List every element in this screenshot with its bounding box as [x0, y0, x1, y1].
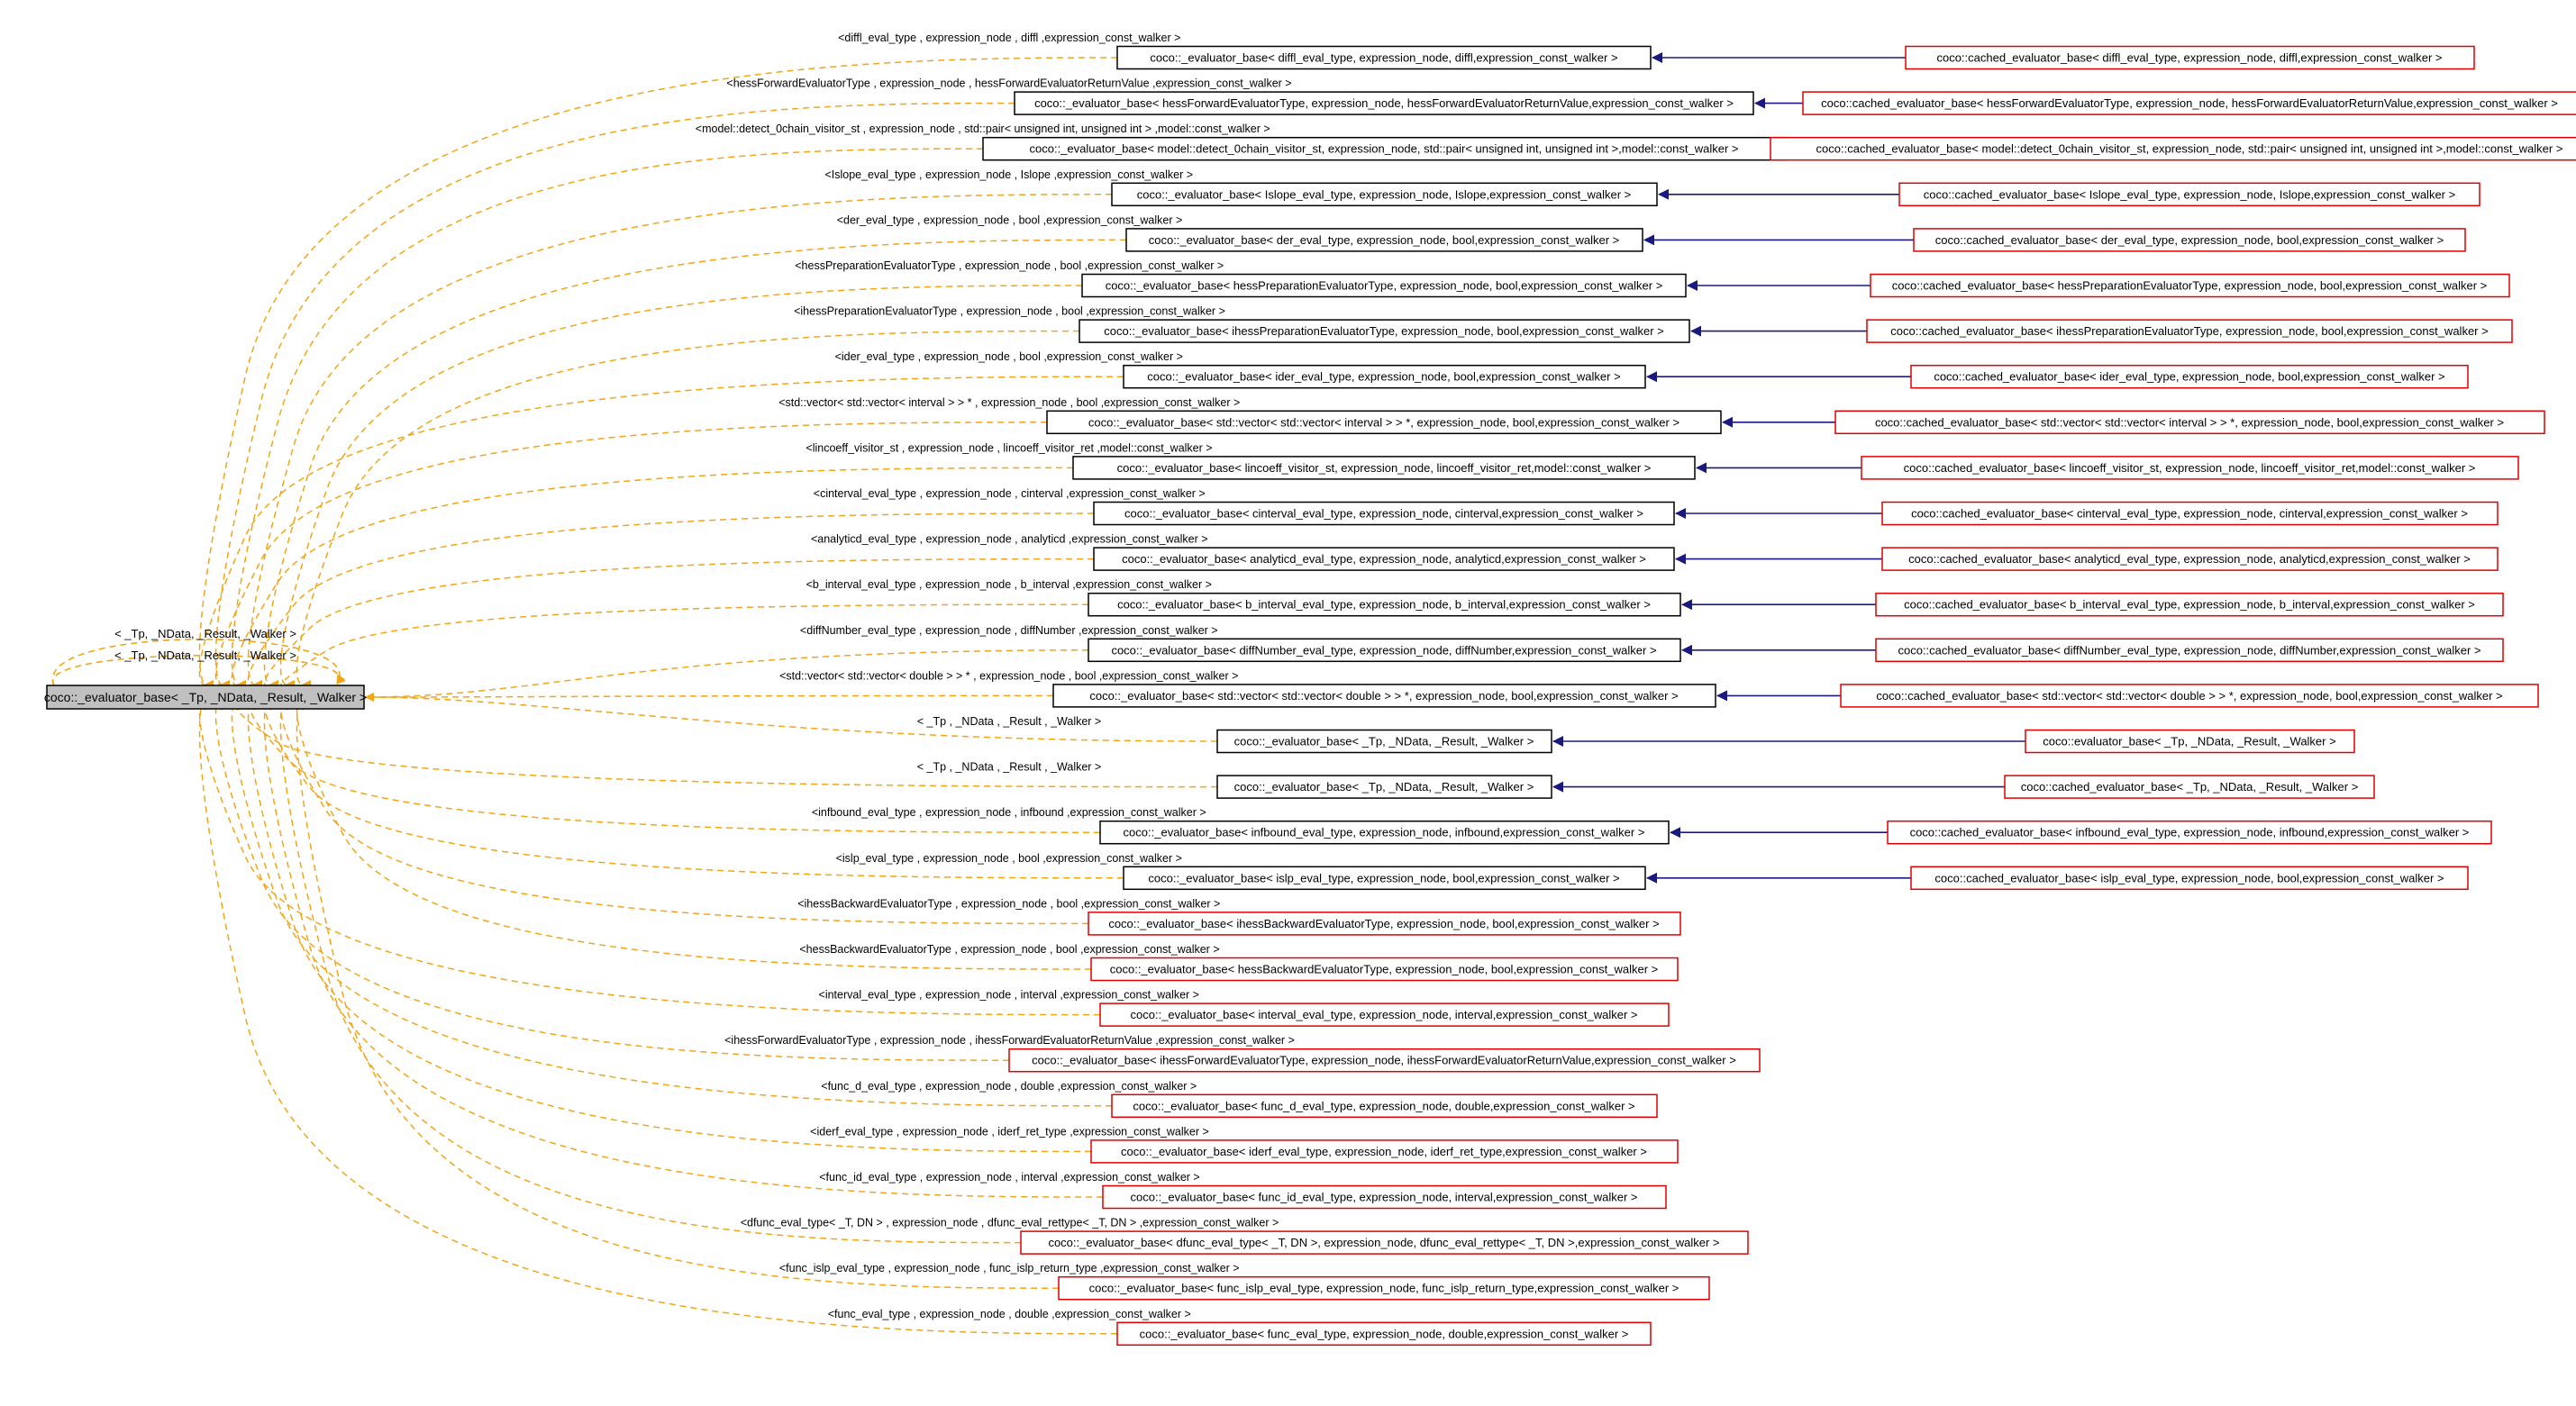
class-node[interactable] [1117, 1322, 1651, 1345]
class-label: coco::_evaluator_base< diffNumber_eval_type, expression_node, diffNumber,expression_const_walker > [1111, 643, 1657, 658]
class-label: coco::_evaluator_base< func_islp_eval_type, expression_node, func_islp_return_type,expression_const_walker > [1088, 1281, 1679, 1295]
class-node[interactable] [1112, 183, 1657, 205]
class-label: coco::_evaluator_base< model::detect_0chain_visitor_st, expression_node, std::pair< unsigned int, unsigned int >,model::const_walker > [1029, 141, 1739, 156]
template-argument-label: <iderf_eval_type , expression_node , iderf_ret_type ,expression_const_walker > [810, 1125, 1209, 1138]
template-argument-label: <ihessBackwardEvaluatorType , expression_node , bool ,expression_const_walker > [797, 897, 1221, 911]
class-label: coco::_evaluator_base< hessPreparationEvaluatorType, expression_node, bool,expression_const_walker > [1105, 278, 1663, 293]
class-node[interactable] [1103, 1186, 1666, 1209]
class-node[interactable] [1079, 320, 1689, 342]
class-label: coco::_evaluator_base< hessBackwardEvaluatorType, expression_node, bool,expression_const_walker > [1109, 962, 1659, 976]
class-label: coco::_evaluator_base< func_d_eval_type, expression_node, double,expression_const_walker > [1133, 1099, 1635, 1113]
template-argument-label: < _Tp , _NData , _Result , _Walker > [916, 715, 1102, 728]
derived-class-label: coco::cached_evaluator_base< diffl_eval_type, expression_node, diffl,expression_const_walker > [1936, 50, 2443, 65]
template-edge [232, 697, 1217, 787]
derived-class-node[interactable] [1899, 183, 2480, 205]
class-label: coco::_evaluator_base< ihessForwardEvaluatorType, expression_node, ihessForwardEvaluatorReturnValue,expression_const_walker > [1032, 1053, 1736, 1067]
template-edge [296, 699, 1091, 969]
class-node[interactable] [1091, 958, 1678, 981]
derived-class-label: coco::cached_evaluator_base< std::vector< std::vector< double > > *, expression_node, bool,expression_const_walker > [1876, 688, 2503, 703]
template-argument-label: <lincoeff_visitor_st , expression_node , lincoeff_visitor_ret ,model::const_walker > [806, 441, 1213, 455]
template-argument-label: < _Tp , _NData , _Result , _Walker > [916, 760, 1102, 774]
class-node[interactable] [1124, 366, 1645, 388]
template-argument-label: <func_islp_eval_type , expression_node , func_islp_return_type ,expression_const_walker > [778, 1262, 1240, 1275]
template-argument-label: <analyticd_eval_type , expression_node , analyticd ,expression_const_walker > [810, 532, 1208, 546]
derived-class-label: coco::evaluator_base< _Tp, _NData, _Result, _Walker > [2043, 734, 2336, 748]
template-edge [215, 104, 1015, 685]
template-argument-label: <ihessForwardEvaluatorType , expression_node , ihessForwardEvaluatorReturnValue ,expression_const_walker > [724, 1034, 1295, 1048]
derived-class-node[interactable] [1867, 320, 2512, 342]
template-argument-label: <islp_eval_type , expression_node , bool ,expression_const_walker > [835, 851, 1182, 865]
template-edge [215, 422, 1047, 685]
class-label: coco::_evaluator_base< infbound_eval_type, expression_node, infbound,expression_const_walker > [1123, 825, 1645, 839]
class-label: coco::_evaluator_base< func_id_eval_type, expression_node, interval,expression_const_walker > [1130, 1190, 1638, 1204]
class-label: coco::_evaluator_base< b_interval_eval_type, expression_node, b_interval,expression_const_walker > [1117, 597, 1651, 612]
derived-class-label: coco::cached_evaluator_base< hessForwardEvaluatorType, expression_node, hessForwardEvaluatorReturnValue,expression_const_walker > [1821, 96, 2558, 111]
class-node[interactable] [1100, 1003, 1669, 1026]
class-label: coco::_evaluator_base< cinterval_eval_type, expression_node, cinterval,expression_const_walker > [1124, 506, 1643, 521]
template-argument-label: <std::vector< std::vector< double > > * , expression_node , bool ,expression_const_walker > [779, 669, 1239, 683]
derived-class-label: coco::cached_evaluator_base< b_interval_eval_type, expression_node, b_interval,expression_const_walker > [1904, 597, 2475, 612]
derived-class-node[interactable] [1911, 866, 2468, 889]
template-argument-label: <func_id_eval_type , expression_node , interval ,expression_const_walker > [819, 1171, 1200, 1184]
class-label: coco::_evaluator_base< _Tp, _NData, _Result, _Walker > [1233, 780, 1534, 794]
template-edge [280, 701, 1021, 1242]
derived-class-node[interactable] [1882, 503, 2498, 525]
class-node[interactable] [1126, 229, 1643, 251]
class-node[interactable] [1124, 866, 1645, 889]
derived-class-node[interactable] [1876, 594, 2503, 616]
template-argument-label: <ihessPreparationEvaluatorType , expression_node , bool ,expression_const_walker > [794, 304, 1225, 318]
self-loop-label: < _Tp, _NData, _Result, _Walker > [114, 627, 296, 640]
self-loop-label: < _Tp, _NData, _Result, _Walker > [114, 649, 296, 662]
class-label: coco::_evaluator_base< islp_eval_type, expression_node, bool,expression_const_walker > [1148, 871, 1620, 885]
class-label: coco::_evaluator_base< diffl_eval_type, expression_node, diffl,expression_const_walker > [1150, 50, 1618, 65]
template-edge [366, 695, 1053, 697]
template-edge [215, 700, 1009, 1060]
class-node[interactable] [1100, 821, 1669, 844]
derived-class-label: coco::cached_evaluator_base< std::vector< std::vector< interval > > *, expression_node, bool,expression_const_walker > [1874, 415, 2505, 430]
derived-class-label: coco::cached_evaluator_base< ihessPreparationEvaluatorType, expression_node, bool,expression_const_walker > [1890, 324, 2489, 339]
class-node[interactable] [1117, 47, 1651, 69]
class-node[interactable] [1073, 457, 1695, 479]
class-node[interactable] [1094, 548, 1674, 570]
derived-class-node[interactable] [1770, 138, 2576, 160]
class-label: coco::_evaluator_base< der_eval_type, expression_node, bool,expression_const_walker > [1148, 232, 1620, 247]
derived-class-node[interactable] [1888, 821, 2491, 844]
derived-class-node[interactable] [1911, 366, 2468, 388]
template-argument-label: <ider_eval_type , expression_node , bool ,expression_const_walker > [834, 350, 1183, 364]
root-class-node[interactable] [44, 685, 367, 709]
class-label: coco::_evaluator_base< lincoeff_visitor_st, expression_node, lincoeff_visitor_ret,model::const_walker > [1116, 460, 1652, 475]
template-argument-label: <hessForwardEvaluatorType , expression_node , hessForwardEvaluatorReturnValue ,expression_const_walker > [726, 77, 1292, 90]
class-node[interactable] [1047, 411, 1721, 433]
derived-class-node[interactable] [1835, 411, 2544, 433]
derived-class-node[interactable] [1841, 685, 2538, 707]
class-node[interactable] [1112, 1094, 1657, 1117]
template-argument-label: <hessBackwardEvaluatorType , expression_node , bool ,expression_const_walker > [799, 943, 1220, 956]
class-label: coco::_evaluator_base< iderf_eval_type, expression_node, iderf_ret_type,expression_const_walker > [1121, 1144, 1647, 1158]
template-argument-label: <cinterval_eval_type , expression_node , cinterval ,expression_const_walker > [813, 487, 1206, 500]
derived-class-label: coco::cached_evaluator_base< der_eval_type, expression_node, bool,expression_const_walker > [1934, 232, 2444, 247]
class-label: coco::_evaluator_base< interval_eval_type, expression_node, interval,expression_const_walker > [1130, 1008, 1638, 1022]
class-node[interactable] [983, 138, 1786, 160]
template-argument-label: <Islope_eval_type , expression_node , Islope ,expression_const_walker > [824, 168, 1194, 181]
template-argument-label: <hessPreparationEvaluatorType , expression_node , bool ,expression_const_walker > [795, 259, 1224, 272]
derived-class-label: coco::cached_evaluator_base< model::detect_0chain_visitor_st, expression_node, std::pair< unsigned int, unsigned int >,model::const_walker > [1816, 141, 2563, 156]
class-label: coco::_evaluator_base< ider_eval_type, expression_node, bool,expression_const_walker > [1147, 369, 1621, 384]
derived-class-node[interactable] [1876, 639, 2503, 661]
derived-class-label: coco::cached_evaluator_base< _Tp, _NData, _Result, _Walker > [2020, 780, 2359, 794]
template-argument-label: <func_d_eval_type , expression_node , double ,expression_const_walker > [821, 1079, 1197, 1093]
derived-class-node[interactable] [1906, 47, 2474, 69]
derived-class-label: coco::cached_evaluator_base< ider_eval_type, expression_node, bool,expression_const_walker > [1934, 369, 2445, 384]
template-argument-label: <der_eval_type , expression_node , bool ,expression_const_walker > [836, 213, 1183, 227]
template-argument-label: <std::vector< std::vector< interval > > * , expression_node , bool ,expression_const_walker > [778, 395, 1241, 409]
class-node[interactable] [1021, 1231, 1748, 1254]
class-label: coco::_evaluator_base< dfunc_eval_type< _T, DN >, expression_node, dfunc_eval_rettype< _T, DN >,expression_const_walker > [1048, 1236, 1720, 1250]
class-node[interactable] [1053, 685, 1716, 707]
template-argument-label: <diffNumber_eval_type , expression_node , diffNumber ,expression_const_walker > [799, 623, 1218, 637]
class-node[interactable] [1088, 594, 1680, 616]
derived-class-node[interactable] [1861, 457, 2518, 479]
derived-class-node[interactable] [1914, 229, 2465, 251]
derived-class-label: coco::cached_evaluator_base< hessPreparationEvaluatorType, expression_node, bool,expression_const_walker > [1891, 278, 2488, 293]
class-label: coco::_evaluator_base< func_eval_type, expression_node, double,expression_const_walker > [1139, 1327, 1629, 1341]
derived-class-node[interactable] [1882, 548, 2498, 570]
class-label: coco::_evaluator_base< analyticd_eval_type, expression_node, analyticd,expression_const_walker > [1122, 552, 1646, 567]
class-node[interactable] [1009, 1049, 1760, 1072]
class-label: coco::_evaluator_base< _Tp, _NData, _Result, _Walker > [1233, 734, 1534, 748]
class-node[interactable] [1015, 92, 1753, 114]
derived-class-label: coco::cached_evaluator_base< diffNumber_eval_type, expression_node, diffNumber,expression_const_walker > [1898, 643, 2481, 658]
class-node[interactable] [1088, 639, 1680, 661]
class-label: coco::_evaluator_base< ihessPreparationEvaluatorType, expression_node, bool,expression_const_walker > [1104, 324, 1664, 339]
template-argument-label: <dfunc_eval_type< _T, DN > , expression_node , dfunc_eval_rettype< _T, DN > ,expression_const_walker > [740, 1216, 1279, 1229]
class-node[interactable] [1217, 776, 1552, 798]
template-argument-label: <model::detect_0chain_visitor_st , expression_node , std::pair< unsigned int, unsigned int > ,model::const_walker > [695, 122, 1270, 136]
derived-class-label: coco::cached_evaluator_base< cinterval_eval_type, expression_node, cinterval,expression_const_walker > [1911, 506, 2468, 521]
derived-class-node[interactable] [1871, 275, 2509, 297]
class-node[interactable] [1088, 912, 1680, 935]
class-node[interactable] [1059, 1277, 1709, 1300]
derived-class-label: coco::cached_evaluator_base< Islope_eval_type, expression_node, Islope,expression_const_walker > [1923, 187, 2456, 202]
template-argument-labels [114, 32, 1295, 1320]
derived-class-node[interactable] [2005, 776, 2374, 798]
derived-class-node[interactable] [2025, 730, 2354, 753]
derived-class-label: coco::cached_evaluator_base< islp_eval_type, expression_node, bool,expression_const_walker > [1934, 871, 2444, 885]
self-loop-edge [53, 640, 340, 685]
derived-class-label: coco::cached_evaluator_base< analyticd_eval_type, expression_node, analyticd,expression_const_walker > [1908, 552, 2471, 567]
template-argument-label: <func_eval_type , expression_node , double ,expression_const_walker > [827, 1307, 1191, 1320]
derived-class-node[interactable] [1803, 92, 2576, 114]
template-argument-label: <infbound_eval_type , expression_node , infbound ,expression_const_walker > [811, 806, 1206, 820]
template-argument-label: <diffl_eval_type , expression_node , diffl ,expression_const_walker > [838, 32, 1181, 44]
class-node[interactable] [1094, 503, 1674, 525]
class-label: coco::_evaluator_base< std::vector< std::vector< double > > *, expression_node, bool,expression_const_walker > [1089, 688, 1679, 703]
template-edge [199, 702, 1117, 1334]
class-node[interactable] [1091, 1140, 1678, 1163]
class-node[interactable] [1217, 730, 1552, 753]
template-argument-label: <b_interval_eval_type , expression_node , b_interval ,expression_const_walker > [806, 578, 1212, 592]
class-node[interactable] [1082, 275, 1686, 297]
class-label: coco::_evaluator_base< std::vector< std::vector< interval > > *, expression_node, bool,expression_const_walker > [1088, 415, 1680, 430]
template-edge [199, 376, 1124, 685]
root-class-label: coco::_evaluator_base< _Tp, _NData, _Result, _Walker > [43, 690, 368, 704]
class-label: coco::_evaluator_base< ihessBackwardEvaluatorType, expression_node, bool,expression_const_walker > [1108, 916, 1660, 930]
class-label: coco::_evaluator_base< Islope_eval_type, expression_node, Islope,expression_const_walker > [1136, 187, 1632, 202]
derived-class-label: coco::cached_evaluator_base< lincoeff_visitor_st, expression_node, lincoeff_visitor_ret,model::const_walker > [1903, 460, 2476, 475]
class-label: coco::_evaluator_base< hessForwardEvaluatorType, expression_node, hessForwardEvaluatorReturnValue,expression_const_walker > [1034, 96, 1734, 111]
derived-class-label: coco::cached_evaluator_base< infbound_eval_type, expression_node, infbound,expression_const_walker > [1909, 825, 2470, 839]
template-edge [232, 149, 983, 685]
template-argument-label: <interval_eval_type , expression_node , interval ,expression_const_walker > [818, 988, 1199, 1002]
